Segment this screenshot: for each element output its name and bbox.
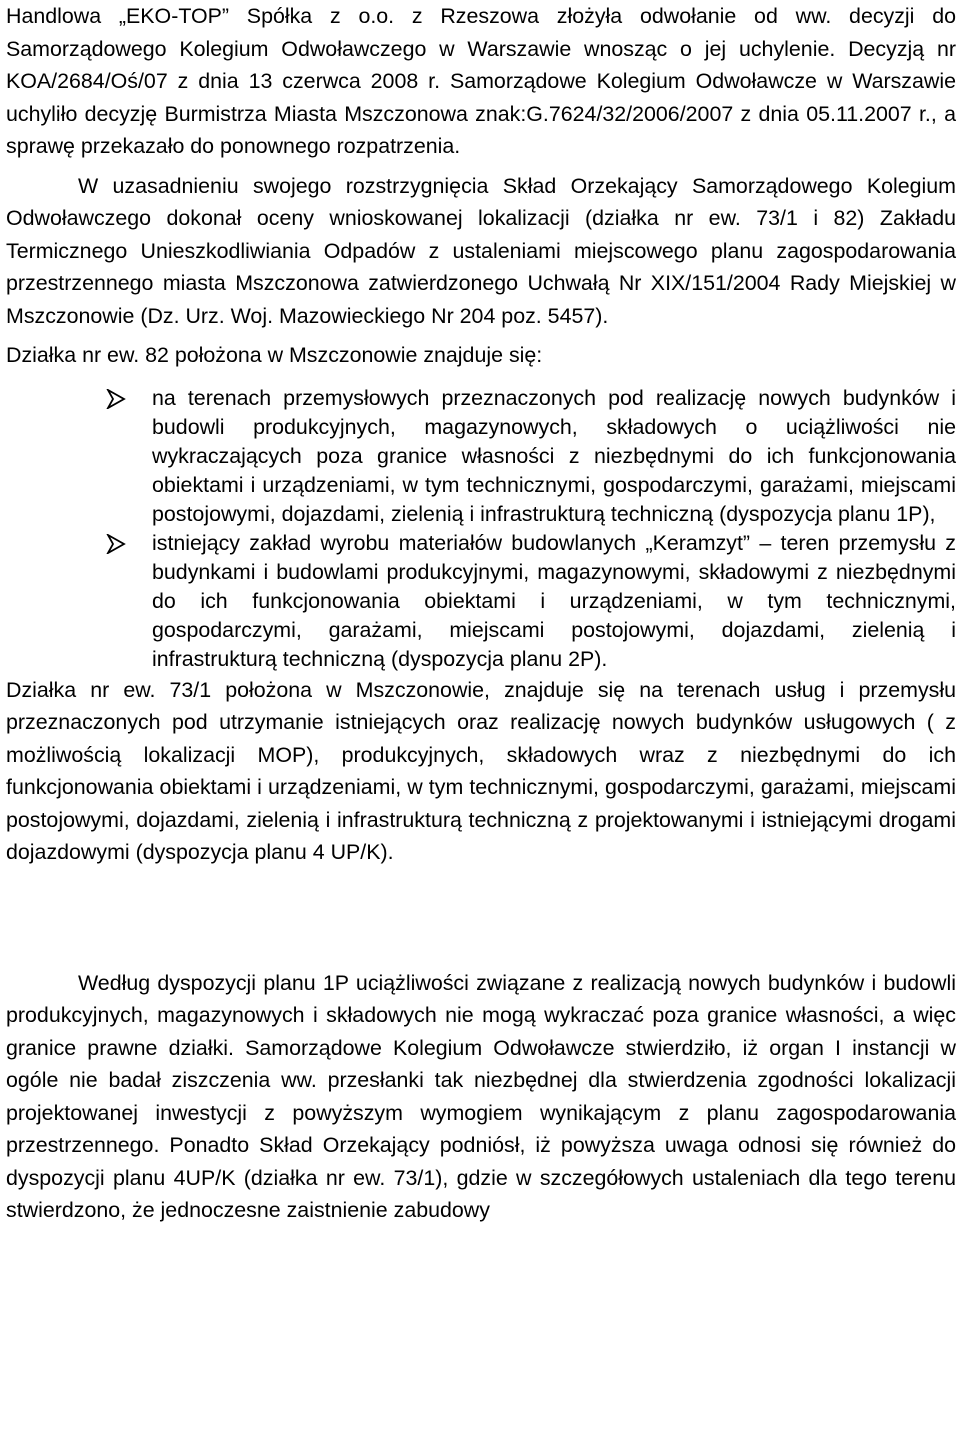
plot-82-bullet-list	[6, 384, 956, 674]
document-page	[6, 0, 956, 1227]
arrowhead-bullet-icon	[106, 389, 126, 409]
spacer	[6, 869, 956, 967]
spacer	[6, 332, 956, 339]
arrowhead-bullet-icon	[106, 534, 126, 554]
paragraph-plot-73-1: Działka nr ew. 73/1 położona w Mszczonowie, znajduje się na terenach usług i przemysłu przeznaczonych pod utrzymanie istniejących oraz realizację nowych budynków usługowych ( z możliwością lokalizacji MOP), produkcyjnych, składowych wraz z niezbędnymi do ich funkcjonowania obiektami i urządzeniami, w tym technicznymi, gospodarczymi, garażami, miejscami postojowymi, dojazdami, zielenią i infrastrukturą techniczną z projektowanymi i istniejącymi drogami dojazdowymi (dyspozycja planu 4 UP/K).	[6, 677, 956, 864]
list-item	[6, 529, 956, 674]
paragraph-appeal: Handlowa „EKO-TOP” Spółka z o.o. z Rzeszowa złożyła odwołanie od ww. decyzji do Samorządowego Kolegium Odwoławczego w Warszawie wnosząc o jej uchylenie. Decyzją nr KOA/2684/Oś/07 z dnia 13 czerwca 2008 r. Samorządowe Kolegium Odwoławcze w Warszawie uchyliło decyzję Burmistrza Miasta Mszczonowa znak:G.7624/32/2006/2007 z dnia 05.11.2007 r., a sprawę przekazało do ponownego rozpatrzenia.	[6, 4, 956, 158]
spacer	[6, 163, 956, 170]
paragraph-plot-82-intro: Działka nr ew. 82 położona w Mszczonowie znajduje się:	[6, 343, 543, 367]
paragraph-plan-1p: Według dyspozycji planu 1P uciążliwości związane z realizacją nowych budynków i budowli produkcyjnych, magazynowych i składowych nie mogą wykraczać poza granice własności, a więc granice prawne działki. Samorządowe Kolegium Odwoławcze stwierdziło, iż organ I instancji w ogóle nie badał ziszczenia ww. przesłanki tak niezbędnej dla stwierdzenia zgodności lokalizacji projektowanej inwestycji z powyższym wymogiem wynikającym z planu zagospodarowania przestrzennego. Ponadto Skład Orzekający podniósł, iż powyższa uwaga odnosi się również do dyspozycji planu 4UP/K (działka nr ew. 73/1), gdzie w szczegółowych ustaleniach dla tego terenu stwierdzono, że jednoczesne zaistnienie zabudowy	[6, 970, 956, 1222]
spacer	[6, 372, 956, 384]
list-item	[6, 384, 956, 529]
paragraph-justification: W uzasadnieniu swojego rozstrzygnięcia Skład Orzekający Samorządowego Kolegium Odwoławczego dokonał oceny wnioskowanej lokalizacji (działka nr ew. 73/1 i 82) Zakładu Termicznego Unieszkodliwiania Odpadów z ustaleniami miejscowego planu zagospodarowania przestrzennego miasta Mszczonowa zatwierdzonego Uchwałą Nr XIX/151/2004 Rady Miejskiej w Mszczonowie (Dz. Urz. Woj. Mazowieckiego Nr 204 poz. 5457).	[6, 173, 956, 328]
bullet-text: istniejący zakład wyrobu materiałów budowlanych „Keramzyt” – teren przemysłu z budynkami i budowlami produkcyjnymi, magazynowymi, składowymi z niezbędnymi do ich funkcjonowania obiektami i urządzeniami, w tym technicznymi, gospodarczymi, garażami, miejscami postojowymi, dojazdami, zielenią i infrastrukturą techniczną (dyspozycja planu 2P).	[152, 530, 956, 671]
bullet-text: na terenach przemysłowych przeznaczonych pod realizację nowych budynków i budowli produkcyjnych, magazynowych, składowych o uciążliwości nie wykraczających poza granice własności z niezbędnymi do ich funkcjonowania obiektami i urządzeniami, w tym technicznymi, gospodarczymi, garażami, miejscami postojowymi, dojazdami, zielenią i infrastrukturą techniczną (dyspozycja planu 1P),	[152, 385, 956, 526]
